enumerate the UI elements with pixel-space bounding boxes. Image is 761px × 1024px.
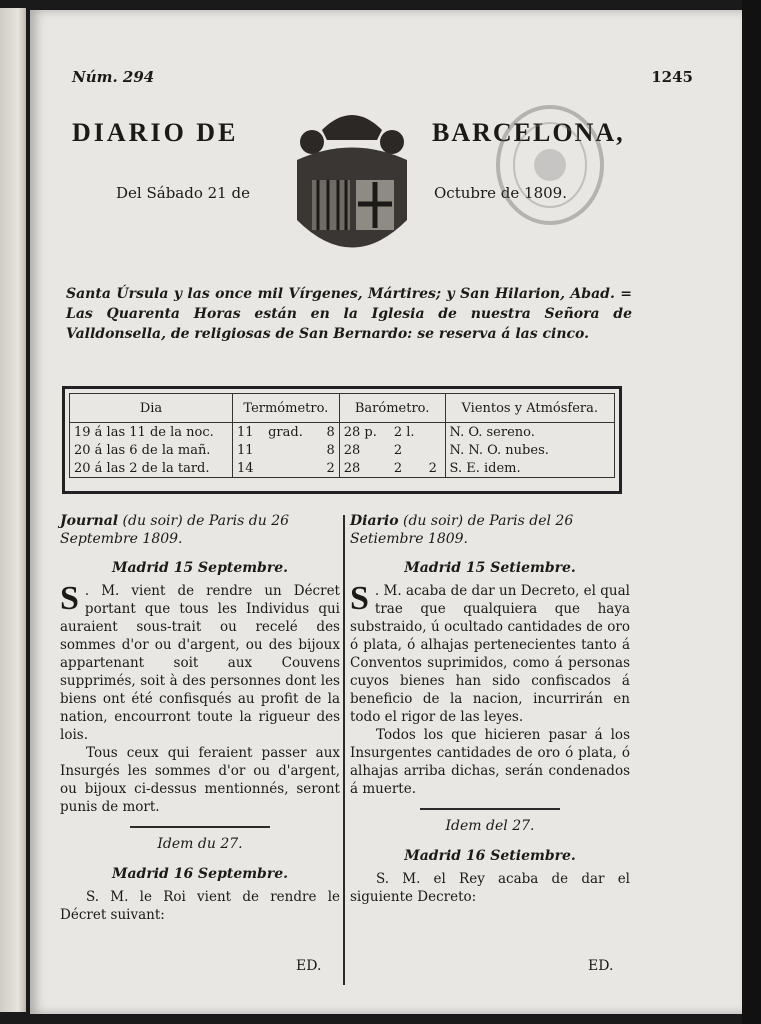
article-body [60, 582, 340, 816]
weather-baro-fraction: 2 [425, 459, 445, 478]
facing-page-edge [0, 8, 26, 1012]
section-rule [420, 808, 560, 810]
weather-table [62, 386, 622, 494]
weather-baro-inches: 28 [343, 460, 361, 476]
masthead-title-right: BARCELONA, [432, 118, 625, 147]
dateline: Madrid 15 Septembre. [111, 560, 288, 576]
weather-wind: S. E. idem. [449, 460, 521, 476]
catchword: ED. [588, 958, 614, 974]
weather-day: 20 á las 6 de la mañ. [70, 441, 233, 459]
paragraph: Todos los que hicieren pasar á los Insurgentes cantidades de oro ó plata, ó alhajas arriba dichas, serán condenados á muerte. [350, 727, 630, 797]
weather-wind: N. O. sereno. [449, 424, 535, 440]
catchword: ED. [296, 958, 322, 974]
issue-number: Núm. 294 [72, 68, 155, 86]
journal-title [60, 512, 340, 548]
dateline: Madrid 16 Setiembre. [404, 848, 576, 864]
journal-name: Diario [350, 513, 399, 529]
weather-header-day: Dia [70, 394, 233, 423]
dateline: Madrid 15 Setiembre. [404, 560, 576, 576]
weather-day: 19 á las 11 de la noc. [70, 423, 233, 442]
weather-temp-fraction: 2 [318, 459, 339, 478]
weather-temp: 14 [237, 460, 254, 476]
weather-temp-fraction: 8 [318, 423, 339, 442]
weather-row [70, 459, 615, 478]
paragraph: . M. acaba de dar un Decreto, el qual trae que qualquiera que haya substraido, ú ocultado cantidades de oro ó plata, ó alhajas pertenecientes tanto á Conventos suprimidos, como á personas cuyos bienes han sido confiscados á beneficio de la nacion, incurrirán en todo el rigor de las leyes. [350, 583, 630, 725]
weather-row [70, 423, 615, 442]
weather-header-wind: Vientos y Atmósfera. [445, 394, 614, 423]
article-body [350, 582, 630, 798]
column-divider [343, 515, 345, 985]
masthead-date-left: Del Sábado 21 de [116, 184, 250, 202]
journal-title [350, 512, 630, 548]
paragraph: S. M. le Roi vient de rendre le Décret suivant: [60, 889, 340, 923]
weather-baro-lines: 2 l. [393, 424, 415, 440]
dateline: Madrid 16 Septembre. [111, 866, 288, 882]
masthead-title-left: DIARIO DE [72, 118, 239, 147]
weather-baro-inches: 28 p. [343, 424, 377, 440]
weather-temp: 11 [237, 442, 254, 458]
scan-border [742, 0, 761, 1024]
idem-heading: Idem du 27. [157, 836, 243, 852]
weather-baro-fraction [425, 423, 445, 442]
weather-temp: 11 [237, 424, 254, 440]
spanish-column [350, 512, 630, 906]
weather-baro-inches: 28 [343, 442, 361, 458]
coat-of-arms-icon [282, 100, 422, 268]
weather-temp-unit: grad. [268, 424, 303, 440]
saints-of-the-day: Santa Úrsula y las once mil Vírgenes, Mártires; y San Hilarion, Abad. = Las Quarenta Horas están en la Iglesia de nuestra Señora de Valldonsella, de religiosas de San Bernardo: se reserva á las cinco. [66, 286, 632, 342]
weather-temp-fraction: 8 [318, 441, 339, 459]
weather-temp-unit [264, 459, 318, 478]
masthead-date-right: Octubre de 1809. [434, 184, 567, 202]
french-column [60, 512, 340, 924]
weather-baro-lines: 2 [393, 460, 403, 476]
weather-header-thermometer: Termómetro. [233, 394, 340, 423]
weather-baro-lines: 2 [393, 442, 403, 458]
paragraph: . M. vient de rendre un Décret portant que tous les Individus qui auraient sous-trait ou recelé des sommes d'or ou d'argent, ou des bijoux appartenant soit aux Couvens supprimés, soit à des personnes dont les biens ont été confisqués au profit de la nation, encourront toute la rigueur des lois. [60, 583, 340, 743]
paragraph: S. M. el Rey acaba de dar el siguiente Decreto: [350, 871, 630, 905]
weather-header-barometer: Barómetro. [339, 394, 445, 423]
weather-wind: N. N. O. nubes. [449, 442, 549, 458]
weather-day: 20 á las 2 de la tard. [70, 459, 233, 478]
idem-heading: Idem del 27. [445, 818, 535, 834]
section-rule [130, 826, 270, 828]
journal-subtitle: (du soir) de Paris del 26 Setiembre 1809. [350, 513, 574, 547]
weather-row [70, 441, 615, 459]
paragraph: Tous ceux qui feraient passer aux Insurgés les sommes d'or ou d'argent, ou bijoux ci-dessus mentionnés, seront punis de mort. [60, 745, 340, 815]
drop-cap: S [60, 580, 79, 617]
journal-name: Journal [60, 513, 119, 529]
weather-temp-unit [264, 441, 318, 459]
journal-subtitle: (du soir) de Paris du 26 Septembre 1809. [60, 513, 290, 547]
weather-baro-fraction [425, 441, 445, 459]
drop-cap: S [350, 580, 369, 617]
library-stamp-icon [490, 100, 610, 230]
page-number: 1245 [651, 68, 693, 86]
